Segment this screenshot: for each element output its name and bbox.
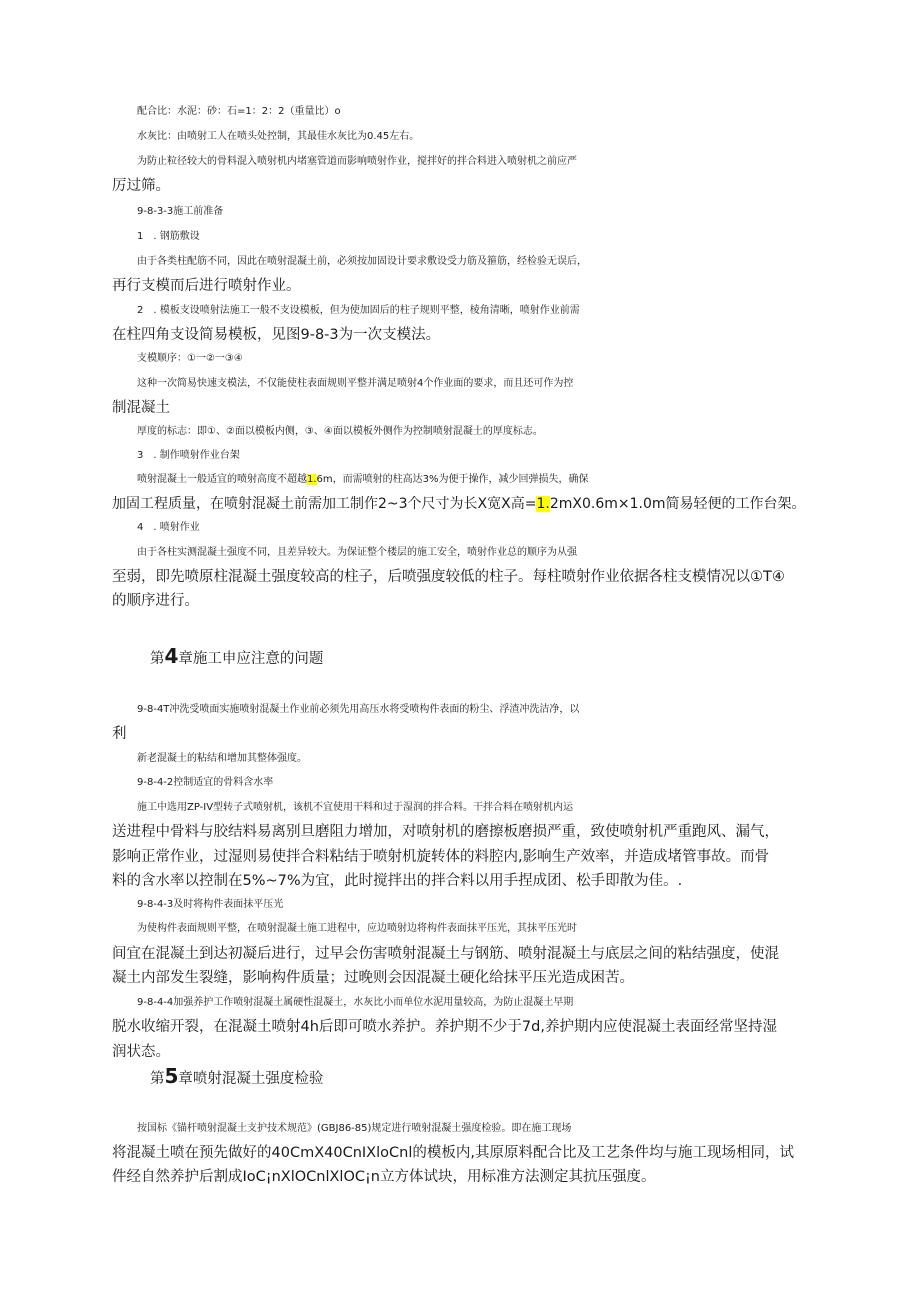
subsection-heading: 1 . 钢筋敷设 <box>137 231 200 242</box>
text-line: 由于各类柱配筋不同，因此在喷射混凝土前，必须按加固设计要求敷设受力筋及箍筋，经检验无误后， <box>137 256 587 267</box>
text-line: 2 . 模板支设喷射法施工一般不支设模板，但为使加固后的柱子规则平整，棱角清晰，喷射作业前需 <box>137 305 580 316</box>
text-line: 影响正常作业，过湿则易使拌合料粘结于喷射机旋转体的料腔内,影响生产效率，并造成堵管事故。而骨 <box>112 849 770 865</box>
text-line: 施工中选用ZP-IV型转子式喷射机，该机不宜使用干料和过于湿润的拌合料。干拌合料在喷射机内运 <box>137 802 574 813</box>
text-line: 按国标《锚杆喷射混凝土支护技术规范》(GBJ86-85)规定进行喷射混凝土强度检验。即在施工现场 <box>137 1123 572 1134</box>
highlighted-text: 1. <box>307 474 317 485</box>
text-line: 间宜在混凝土到达初凝后进行，过早会伤害喷射混凝土与钢筋、喷射混凝土与底层之间的粘结强度，使混 <box>112 946 779 962</box>
text-run: 2mX0.6m×1.0m简易轻便的工作台架。 <box>549 496 806 512</box>
text-line: 件经自然养护后割成IoC¡nXlOCnlXlOC¡n立方体试块，用标准方法测定其抗压强度。 <box>112 1169 656 1185</box>
text-line: 水灰比：由喷射工人在喷头处控制，其最佳水灰比为0.45左右。 <box>137 131 420 142</box>
chapter-prefix: 第 <box>150 651 165 667</box>
text-line: 这种一次简易快速支模法，不仅能使柱表面规则平整并满足喷射4个作业面的要求，而且还可作为控 <box>137 378 574 389</box>
text-line: 厉过筛。 <box>112 178 170 194</box>
section-heading: 9-8-3-3施工前准备 <box>137 206 224 217</box>
text-run: 喷射混凝土一般适宜的喷射高度不超越 <box>137 474 307 485</box>
text-line: 送进程中骨料与胶结料易离别旦磨阻力增加，对喷射机的磨擦板磨损严重，致使喷射机严重跑风、漏气， <box>112 824 779 840</box>
text-line: 润状态。 <box>112 1044 170 1060</box>
text-line <box>112 492 812 516</box>
text-line: 9-8-4T冲洗受喷面实施喷射混凝土作业前必须先用高压水将受喷构件表面的粉尘、浮渣冲洗洁净，以 <box>137 704 580 715</box>
chapter-title: 章施工申应注意的问题 <box>178 651 324 667</box>
text-line: 脱水收缩开裂，在混凝土喷射4h后即可喷水养护。养护期不少于7d,养护期内应使混凝土表面经常坚持湿 <box>112 1019 777 1035</box>
text-line: 将混凝土喷在预先做好的40CmX40CnIXloCnl的模板内,其原原料配合比及工艺条件均与施工现场相同，试 <box>112 1145 794 1161</box>
chapter-number: 5 <box>164 1064 179 1088</box>
text-line: 配合比：水泥：砂：石=1：2：2（重量比）o <box>137 106 341 117</box>
text-line <box>137 468 837 492</box>
text-line: 的顺序进行。 <box>112 593 199 609</box>
text-line: 为防止粒径较大的骨料混入喷射机内堵塞管道而影响喷射作业，搅拌好的拌合料进入喷射机之前应严 <box>137 156 577 167</box>
chapter-4-heading <box>150 644 323 671</box>
highlighted-text: 1. <box>536 496 550 512</box>
text-line: 厚度的标志：即①、②面以模板内侧，③、④面以模板外侧作为控制喷射混凝土的厚度标志。 <box>137 426 543 437</box>
text-line: 新老混凝土的粘结和增加其整体强度。 <box>137 753 307 764</box>
text-line: 再行支模而后进行喷射作业。 <box>112 278 301 294</box>
text-line: 至弱，即先喷原柱混凝土强度较高的柱子，后喷强度较低的柱子。每柱喷射作业依据各柱支模情况以①T④ <box>112 569 785 585</box>
text-line: 在柱四角支设简易模板，见图9-8-3为一次支模法。 <box>112 327 441 343</box>
text-line: 支模顺序：①一②一③④ <box>137 353 243 364</box>
chapter-number: 4 <box>164 644 179 668</box>
text-run: 6m，而需喷射的柱高达3%为便于操作，减少回弹损失，确保 <box>316 474 589 485</box>
chapter-5-heading <box>150 1064 323 1091</box>
text-line: 为使构件表面规则平整，在喷射混凝土施工进程中，应边喷射边将构件表面抹平压光，其抹平压光时 <box>137 923 577 934</box>
section-heading: 9-8-4-2控制适宜的骨料含水率 <box>137 777 274 788</box>
text-line: 由于各柱实测混凝土强度不同，且差异较大。为保证整个楼层的施工安全，喷射作业总的顺序为从强 <box>137 547 577 558</box>
subsection-heading: 4 . 喷射作业 <box>137 522 200 533</box>
chapter-title: 章喷射混凝土强度检验 <box>178 1071 324 1087</box>
subsection-heading: 3 . 制作喷射作业台架 <box>137 450 240 461</box>
text-line: 利 <box>112 726 127 742</box>
text-line: 料的含水率以控制在5%~7%为宜，此时搅拌出的拌合料以用手捏成团、松手即散为佳。. <box>112 873 683 889</box>
text-run: 加固工程质量，在喷射混凝土前需加工制作2~3个尺寸为长X宽X高= <box>112 496 537 512</box>
section-heading: 9-8-4-3及时将构件表面抹平压光 <box>137 899 284 910</box>
text-line: 制混凝土 <box>112 400 170 416</box>
chapter-prefix: 第 <box>150 1071 165 1087</box>
text-line: 9-8-4-4加强养护工作喷射混凝土属硬性混凝土，水灰比小而单位水泥用量较高，为防止混凝土早期 <box>137 997 574 1008</box>
text-line: 凝土内部发生裂缝，影响构件质量；过晚则会因混凝土硬化给抹平压光造成困苦。 <box>112 970 634 986</box>
